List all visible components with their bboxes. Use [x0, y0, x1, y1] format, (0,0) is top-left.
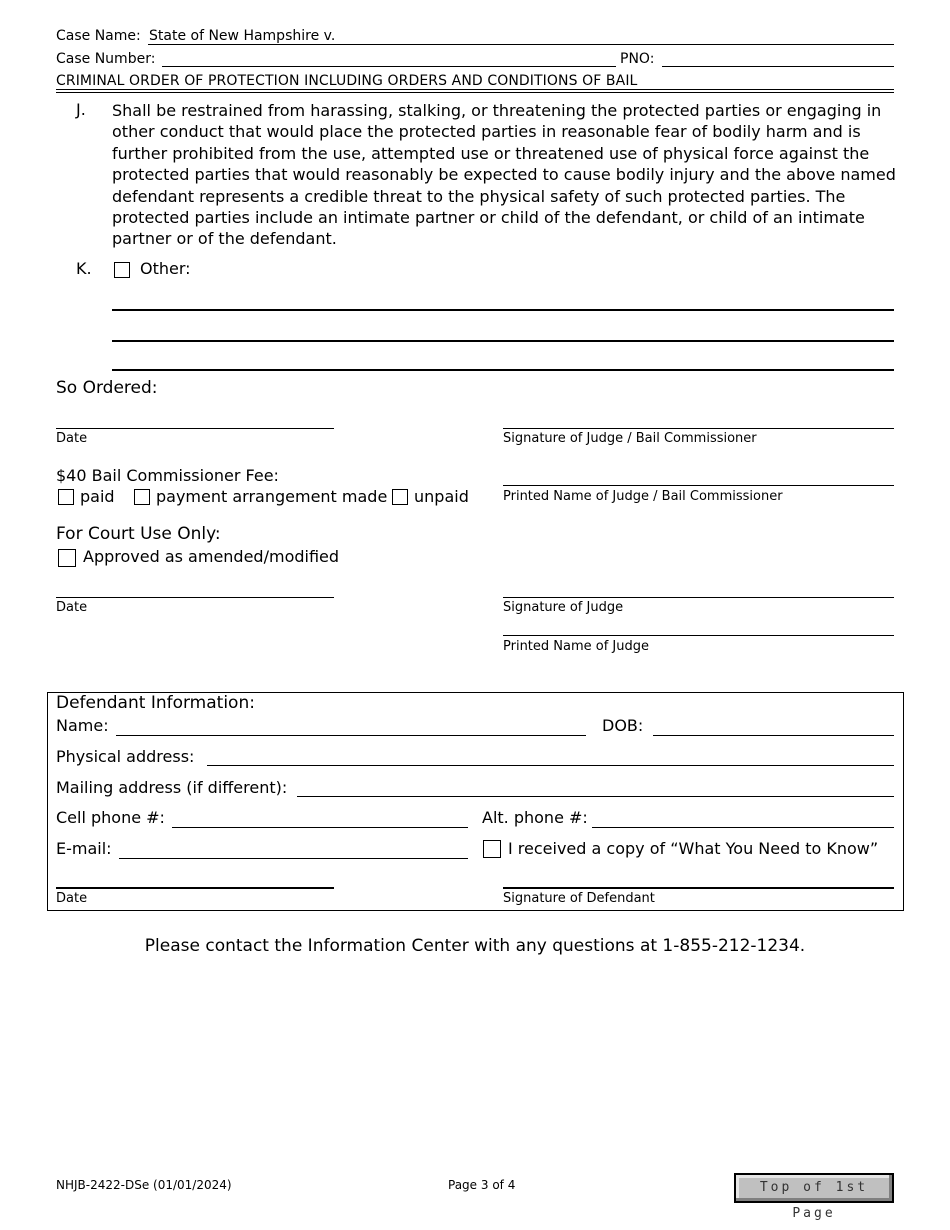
defendant-info-box — [47, 692, 904, 911]
defendant-dob-field[interactable] — [653, 735, 894, 736]
court-judge-signature-label: Signature of Judge — [503, 600, 624, 615]
order-date-label: Date — [56, 431, 88, 446]
physical-address-field[interactable] — [207, 765, 894, 766]
form-title: CRIMINAL ORDER OF PROTECTION INCLUDING ORDERS AND CONDITIONS OF BAIL — [56, 73, 638, 89]
mailing-address-label: Mailing address (if different): — [56, 778, 288, 797]
cell-phone-label: Cell phone #: — [56, 808, 165, 827]
alt-phone-field[interactable] — [592, 827, 894, 828]
approved-label: Approved as amended/modified — [83, 547, 340, 566]
fee-unpaid-checkbox[interactable] — [392, 489, 408, 505]
fee-arrangement-checkbox[interactable] — [134, 489, 150, 505]
court-use-heading: For Court Use Only: — [56, 524, 221, 544]
item-j-letter: J. — [76, 100, 86, 119]
mailing-address-field[interactable] — [297, 796, 894, 797]
case-number-field[interactable] — [162, 66, 616, 67]
court-judge-printed-label: Printed Name of Judge — [503, 639, 650, 654]
title-underline-2 — [56, 92, 894, 93]
judge-signature-field[interactable] — [503, 428, 894, 429]
defendant-name-field[interactable] — [116, 735, 586, 736]
defendant-name-label: Name: — [56, 716, 109, 735]
pno-label: PNO: — [620, 51, 655, 67]
defendant-dob-label: DOB: — [602, 716, 644, 735]
judge-signature-label: Signature of Judge / Bail Commissioner — [503, 431, 757, 446]
defendant-signature-field[interactable] — [503, 887, 894, 889]
fee-paid-checkbox[interactable] — [58, 489, 74, 505]
other-line-3[interactable] — [112, 369, 894, 371]
cell-phone-field[interactable] — [172, 827, 468, 828]
alt-phone-label: Alt. phone #: — [482, 808, 588, 827]
pno-field[interactable] — [662, 66, 894, 67]
page-number: Page 3 of 4 — [448, 1178, 516, 1192]
fee-unpaid-label: unpaid — [414, 487, 469, 506]
received-copy-checkbox[interactable] — [483, 840, 501, 858]
case-name-line — [148, 44, 894, 45]
title-underline — [56, 89, 894, 90]
physical-address-label: Physical address: — [56, 747, 195, 766]
court-date-label: Date — [56, 600, 88, 615]
other-checkbox[interactable] — [114, 262, 130, 278]
judge-printed-name-field[interactable] — [503, 485, 894, 486]
email-label: E-mail: — [56, 839, 112, 858]
court-judge-signature-field[interactable] — [503, 597, 894, 598]
contact-text: Please contact the Information Center with any questions at 1-855-212-1234. — [144, 936, 806, 956]
fee-arrangement-label: payment arrangement made — [156, 487, 388, 506]
approved-checkbox[interactable] — [58, 549, 76, 567]
form-id: NHJB-2422-DSe (01/01/2024) — [56, 1178, 232, 1192]
defendant-date-field[interactable] — [56, 887, 334, 889]
case-name-label: Case Name: — [56, 28, 141, 44]
court-date-field[interactable] — [56, 597, 334, 598]
order-date-field[interactable] — [56, 428, 334, 429]
judge-printed-name-label: Printed Name of Judge / Bail Commissioner — [503, 489, 783, 504]
fee-label: $40 Bail Commissioner Fee: — [56, 466, 279, 485]
other-line-1[interactable] — [112, 309, 894, 311]
defendant-heading: Defendant Information: — [56, 693, 255, 713]
court-judge-printed-field[interactable] — [503, 635, 894, 636]
so-ordered-heading: So Ordered: — [56, 378, 158, 398]
defendant-date-label: Date — [56, 891, 88, 906]
received-copy-label: I received a copy of “What You Need to Know” — [508, 839, 879, 858]
top-of-first-page-button[interactable]: Top of 1st Page — [734, 1173, 894, 1203]
item-j-text: Shall be restrained from harassing, stalking, or threatening the protected parties or engaging in other conduct that would place the protected parties in reasonable fear of bodily harm and is further prohibited from the use, attempted use or threatened use of physical force against the protected parties that would reasonably be expected to cause bodily injury and the above named defendant represents a credible threat to the physical safety of such protected parties. The protected parties include an intimate partner or child of the defendant, or child of an intimate partner or of the defendant. — [112, 101, 896, 249]
item-k-letter: K. — [76, 259, 92, 278]
case-number-label: Case Number: — [56, 51, 156, 67]
case-name-value[interactable]: State of New Hampshire v. — [149, 28, 336, 44]
other-line-2[interactable] — [112, 340, 894, 342]
defendant-signature-label: Signature of Defendant — [503, 891, 655, 906]
fee-paid-label: paid — [80, 487, 115, 506]
other-label: Other: — [140, 259, 191, 278]
email-field[interactable] — [119, 858, 468, 859]
